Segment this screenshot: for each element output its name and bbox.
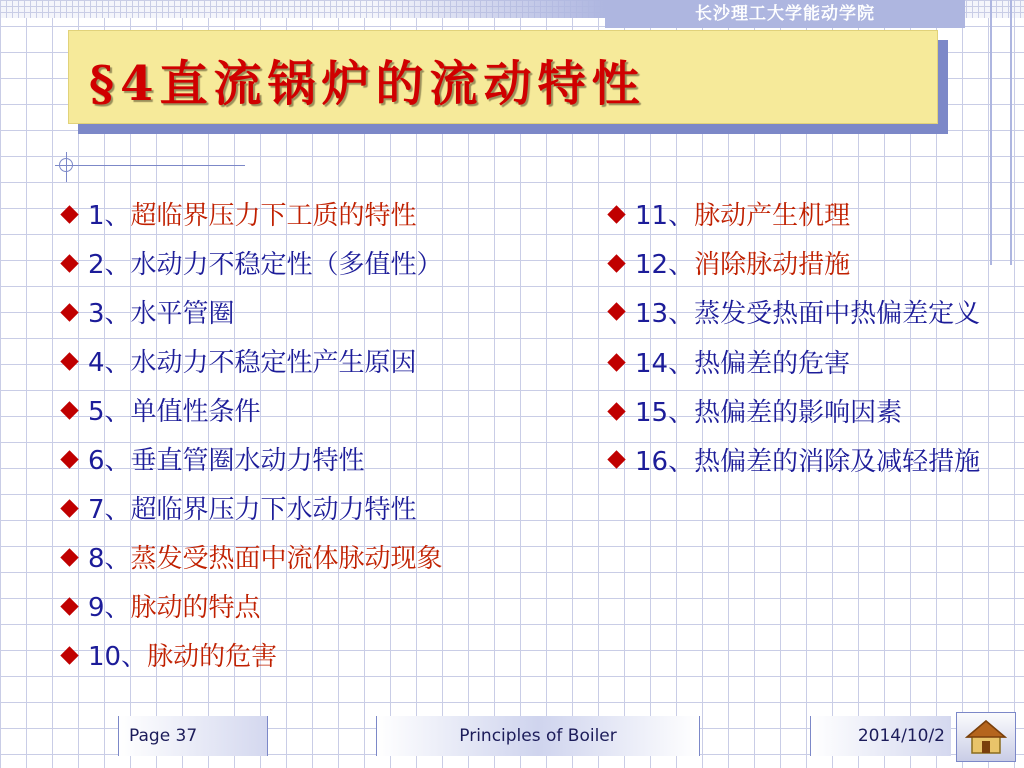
topic-text: 垂直管圈水动力特性 [130, 446, 365, 476]
diamond-bullet-icon [60, 352, 78, 370]
topic-number: 10、 [88, 642, 148, 672]
page-number: Page 37 [129, 726, 198, 746]
diamond-bullet-icon [60, 597, 78, 615]
home-icon [965, 718, 1007, 756]
topic-number: 13、 [635, 299, 695, 329]
footer-date [810, 716, 951, 756]
diamond-bullet-icon [607, 302, 625, 320]
top-band-fade [375, 0, 605, 18]
topic-number: 9、 [88, 593, 131, 623]
decor-vline [1010, 0, 1012, 265]
topic-text: 超临界压力下水动力特性 [130, 495, 417, 525]
topic-list-right [605, 192, 1000, 488]
topic-number: 7、 [88, 495, 131, 525]
diamond-bullet-icon [60, 254, 78, 272]
diamond-bullet-icon [607, 254, 625, 272]
topic-text: 水平管圈 [130, 299, 235, 329]
topic-number: 15、 [635, 398, 695, 428]
diamond-bullet-icon [607, 353, 625, 371]
topic-item [605, 292, 1000, 336]
footer-page [118, 716, 268, 756]
topic-text: 热偏差的危害 [694, 349, 851, 379]
date-label: 2014/10/2 [857, 726, 945, 746]
topic-item [605, 192, 1000, 241]
topic-number: 11、 [635, 201, 695, 231]
topic-number: 1、 [88, 201, 131, 231]
course-title: Principles of Boiler [459, 726, 617, 746]
topic-text: 热偏差的影响因素 [694, 398, 903, 428]
topic-text: 脉动的特点 [130, 593, 261, 623]
diamond-bullet-icon [607, 402, 625, 420]
topic-text: 水动力不稳定性产生原因 [130, 348, 417, 378]
diamond-bullet-icon [60, 450, 78, 468]
topic-item [58, 192, 598, 241]
topic-list-left [58, 192, 598, 682]
topic-text: 超临界压力下工质的特性 [130, 201, 417, 231]
topic-item [605, 389, 1000, 438]
topic-number: 5、 [88, 397, 131, 427]
topic-item [605, 241, 1000, 290]
diamond-bullet-icon [607, 450, 625, 468]
topic-number: 2、 [88, 250, 131, 280]
diamond-bullet-icon [607, 205, 625, 223]
diamond-bullet-icon [60, 548, 78, 566]
title-box [68, 30, 938, 124]
decor-line [55, 165, 245, 166]
topic-number: 3、 [88, 299, 131, 329]
topic-item [58, 437, 598, 486]
topic-number: 8、 [88, 544, 131, 574]
footer-course [376, 716, 700, 756]
topic-number: 14、 [635, 349, 695, 379]
topic-text: 脉动的危害 [147, 642, 278, 672]
topic-item [58, 535, 598, 584]
topic-text: 水动力不稳定性（多值性） [130, 250, 443, 280]
topic-item [58, 339, 598, 388]
diamond-bullet-icon [60, 646, 78, 664]
topic-item [605, 340, 1000, 389]
topic-number: 16、 [635, 447, 695, 477]
topic-number: 4、 [88, 348, 131, 378]
topic-item [58, 290, 598, 339]
topic-item [605, 440, 1000, 484]
topic-text: 单值性条件 [130, 397, 261, 427]
institution-name: 长沙理工大学能动学院 [605, 0, 965, 28]
topic-text: 蒸发受热面中流体脉动现象 [130, 544, 443, 574]
topic-text: 脉动产生机理 [694, 201, 851, 231]
page-title: §4直流锅炉的流动特性 [89, 56, 646, 112]
topic-item [58, 584, 598, 633]
decor-circle [59, 158, 73, 172]
topic-text: 消除脉动措施 [694, 250, 851, 280]
topic-text: 蒸发受热面中热偏差定义 [694, 299, 981, 329]
topic-item [58, 486, 598, 535]
topic-text: 热偏差的消除及减轻措施 [694, 447, 981, 477]
diamond-bullet-icon [60, 205, 78, 223]
topic-item [58, 633, 598, 682]
topic-item [58, 388, 598, 437]
topic-number: 12、 [635, 250, 695, 280]
home-button[interactable] [956, 712, 1016, 762]
diamond-bullet-icon [60, 401, 78, 419]
diamond-bullet-icon [60, 499, 78, 517]
topic-number: 6、 [88, 446, 131, 476]
diamond-bullet-icon [60, 303, 78, 321]
topic-item [58, 241, 598, 290]
